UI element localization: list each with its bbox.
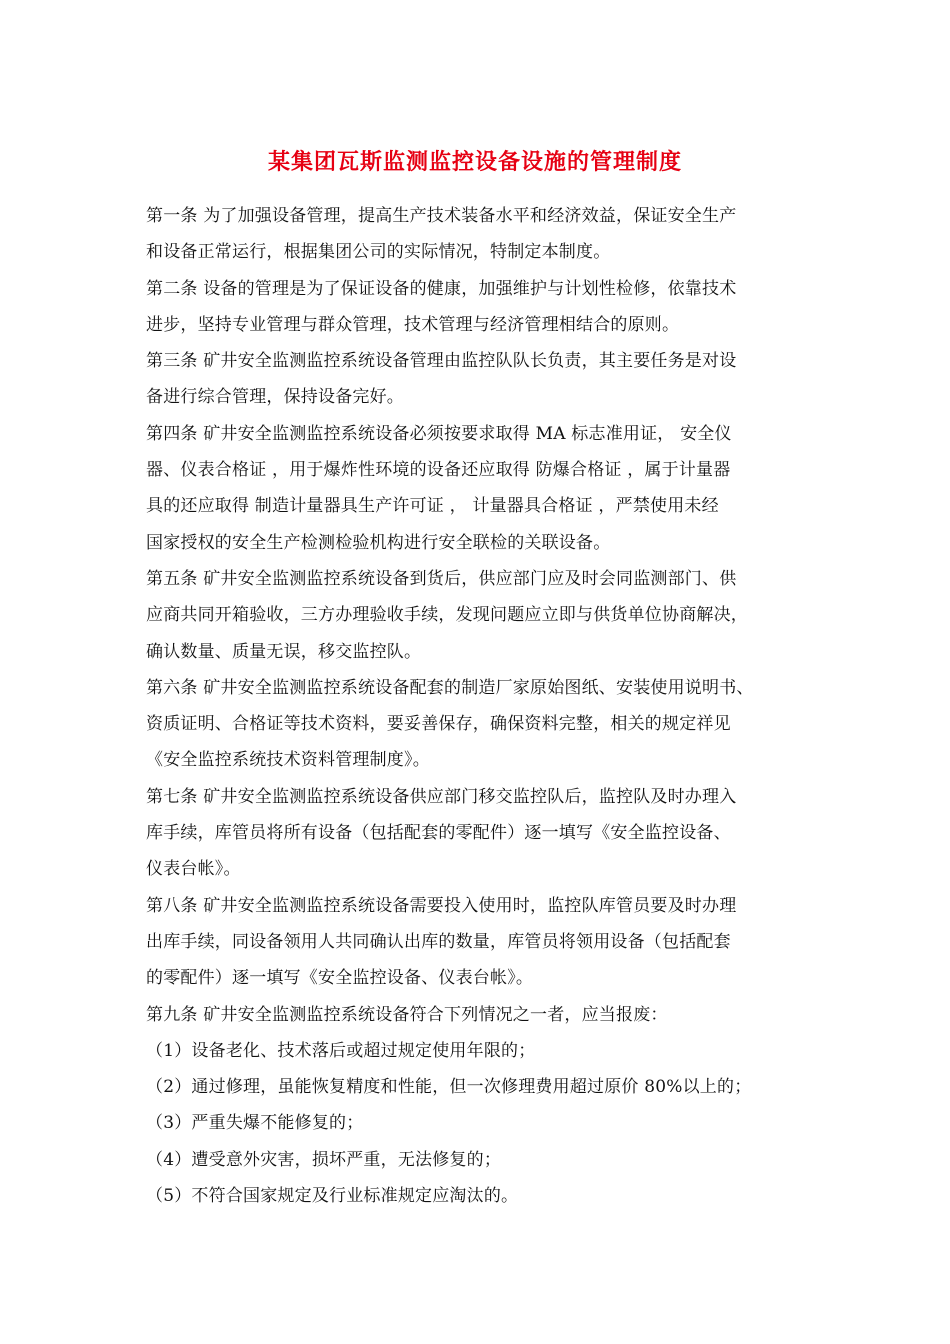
text-line: 确认数量、质量无误，移交监控队。 bbox=[146, 641, 422, 662]
text-line: 第二条 设备的管理是为了保证设备的健康，加强维护与计划性检修，依靠技术 bbox=[146, 278, 737, 299]
document-title: 某集团瓦斯监测监控设备设施的管理制度 bbox=[267, 150, 682, 175]
text-line: 第九条 矿井安全监测监控系统设备符合下列情况之一者，应当报废： bbox=[146, 1004, 668, 1025]
text-line: 出库手续，同设备领用人共同确认出库的数量，库管员将领用设备（包括配套 bbox=[146, 931, 731, 952]
text-line: 应商共同开箱验收，三方办理验收手续，发现问题应立即与供货单位协商解决， bbox=[146, 605, 748, 626]
text-line: 《安全监控系统技术资料管理制度》。 bbox=[146, 750, 430, 771]
text-line: （4）遭受意外灾害，损坏严重，无法修复的； bbox=[146, 1149, 502, 1170]
text-line: 进步，坚持专业管理与群众管理，技术管理与经济管理相结合的原则。 bbox=[146, 314, 680, 335]
text-line: 第三条 矿井安全监测监控系统设备管理由监控队队长负责，其主要任务是对设 bbox=[146, 351, 737, 372]
text-line: 具的还应取得 制造计量器具生产许可证 ， 计量器具合格证 ，严禁使用未经 bbox=[146, 496, 719, 517]
text-line: 第一条 为了加强设备管理，提高生产技术装备水平和经济效益，保证安全生产 bbox=[146, 206, 737, 226]
text-line: 和设备正常运行，根据集团公司的实际情况，特制定本制度。 bbox=[146, 242, 611, 263]
text-line: 库手续，库管员将所有设备（包括配套的零配件）逐一填写《安全监控设备、 bbox=[146, 823, 731, 844]
text-line: （2）通过修理，虽能恢复精度和性能，但一次修理费用超过原价 80%以上的； bbox=[146, 1077, 752, 1098]
document-body bbox=[146, 198, 826, 1214]
text-line: （3）严重失爆不能修复的； bbox=[146, 1113, 364, 1134]
text-line: 的零配件）逐一填写《安全监控设备、仪表台帐》。 bbox=[146, 968, 534, 989]
text-line: 资质证明、合格证等技术资料，要妥善保存，确保资料完整，相关的规定祥见 bbox=[146, 714, 731, 735]
text-line: 第八条 矿井安全监测监控系统设备需要投入使用时，监控队库管员要及时办理 bbox=[146, 895, 737, 916]
text-line: （1）设备老化、技术落后或超过规定使用年限的； bbox=[146, 1040, 536, 1061]
text-line: 第六条 矿井安全监测监控系统设备配套的制造厂家原始图纸、安装使用说明书、 bbox=[146, 677, 754, 698]
text-line: 国家授权的安全生产检测检验机构进行安全联检的关联设备。 bbox=[146, 532, 611, 553]
text-line: 第五条 矿井安全监测监控系统设备到货后，供应部门应及时会同监测部门、供 bbox=[146, 568, 737, 589]
text-line: 备进行综合管理，保持设备完好。 bbox=[146, 387, 404, 408]
text-line: 器、仪表合格证 ，用于爆炸性环境的设备还应取得 防爆合格证 ，属于计量器 bbox=[146, 460, 731, 481]
text-line: 第七条 矿井安全监测监控系统设备供应部门移交监控队后，监控队及时办理入 bbox=[146, 786, 737, 807]
text-line: 第四条 矿井安全监测监控系统设备必须按要求取得 MA 标志准用证， 安全仪 bbox=[146, 423, 732, 444]
text-line: 仪表台帐》。 bbox=[146, 859, 241, 880]
text-line: （5）不符合国家规定及行业标准规定应淘汰的。 bbox=[146, 1186, 519, 1207]
